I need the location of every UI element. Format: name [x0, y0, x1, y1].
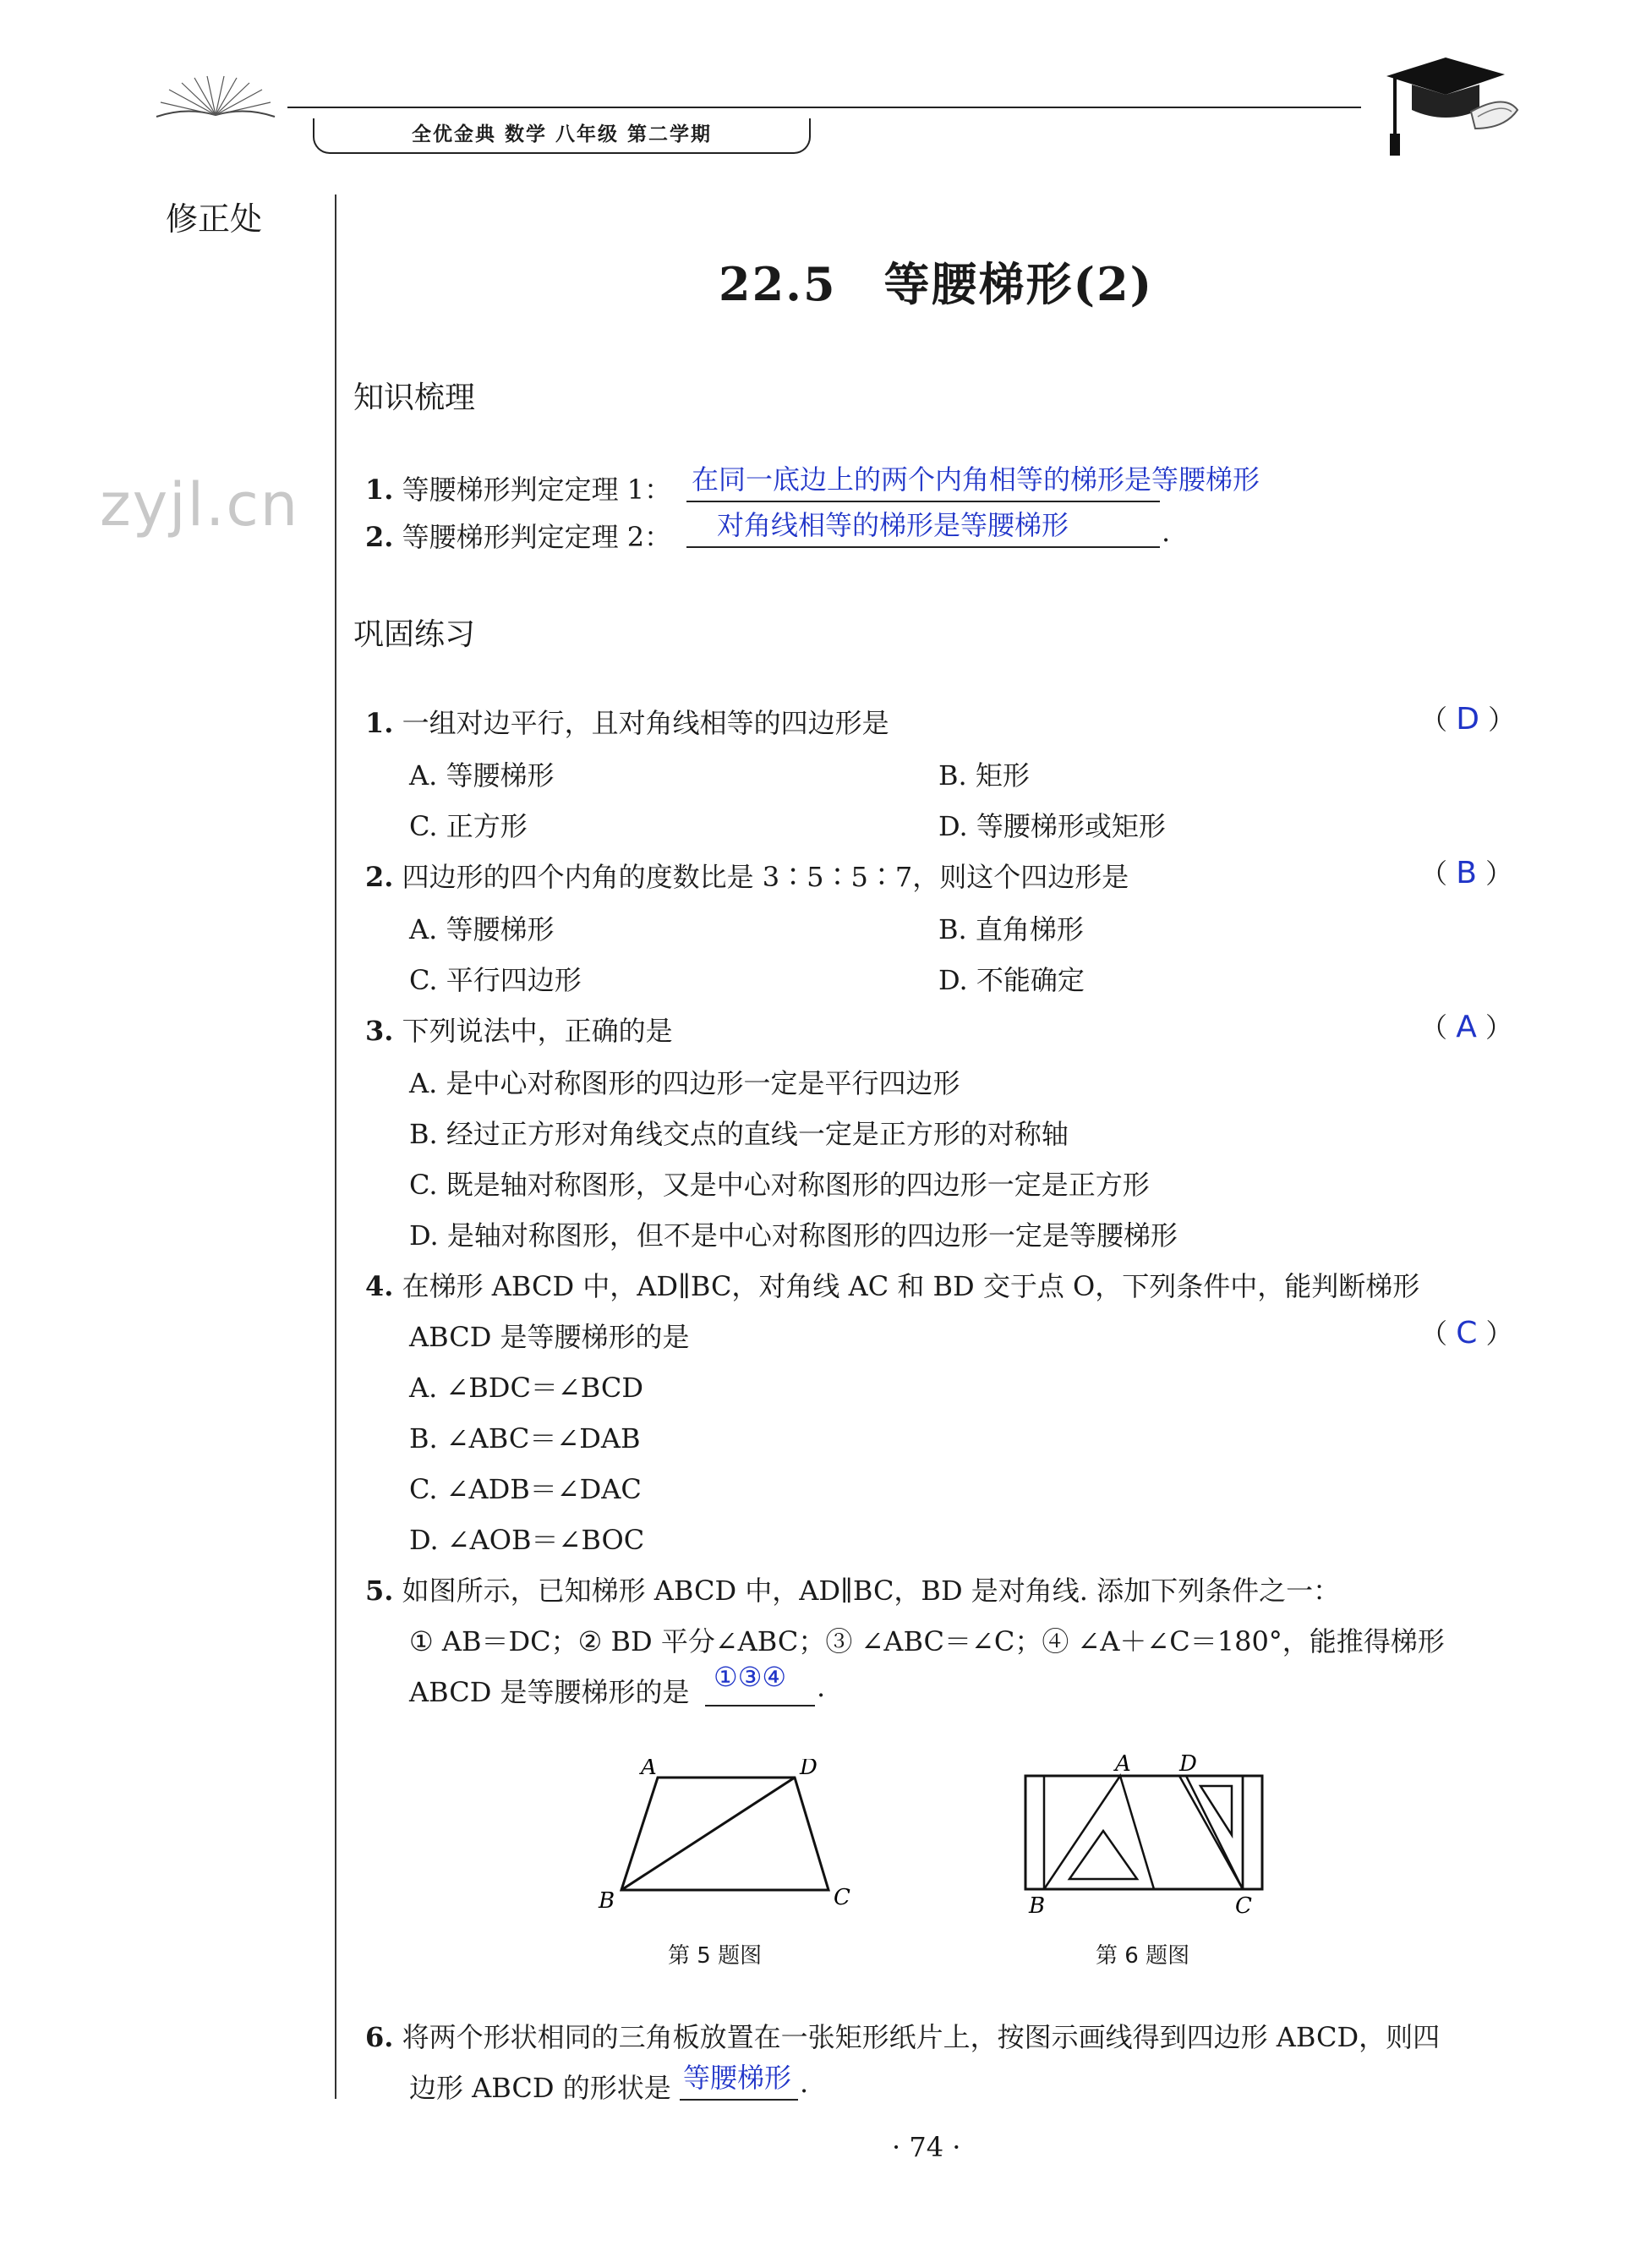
label-a: A [1115, 1751, 1131, 1777]
margin-divider [335, 194, 336, 2099]
question-1-option-b: B. 矩形 [938, 759, 1030, 792]
figure-6-rectangle-set-squares [1010, 1750, 1281, 1920]
question-3-option-b: B. 经过正方形对角线交点的直线一定是正方形的对称轴 [409, 1118, 1069, 1150]
question-1-option-a: A. 等腰梯形 [409, 759, 555, 792]
question-3-stem: 3. 下列说法中，正确的是 [365, 1015, 673, 1047]
question-5-conditions: ① AB＝DC；② BD 平分∠ABC；③ ∠ABC＝∠C；④ ∠A＋∠C＝180°，能推得梯形 [409, 1625, 1445, 1657]
question-5-blank [705, 1705, 815, 1706]
question-1-option-d: D. 等腰梯形或矩形 [938, 810, 1166, 842]
question-2-stem: 2. 四边形的四个内角的度数比是 3∶5∶5∶7，则这个四边形是 [365, 861, 1129, 893]
question-6-blank [680, 2099, 798, 2101]
question-4-option-c: C. ∠ADB＝∠DAC [409, 1473, 642, 1505]
figure-5-caption: 第 5 题图 [668, 1943, 763, 1969]
graduation-cap-icon [1378, 51, 1522, 161]
watermark: zyjl.cn [100, 470, 300, 540]
question-6-answer: 等腰梯形 [683, 2062, 792, 2094]
question-2-answer: （ B ） [1420, 856, 1513, 890]
question-2-option-b: B. 直角梯形 [938, 913, 1084, 945]
knowledge-answer-2: 对角线相等的梯形是等腰梯形 [717, 509, 1069, 541]
question-6-stem: 6. 将两个形状相同的三角板放置在一张矩形纸片上，按图示画线得到四边形 ABCD，则四 [365, 2021, 1441, 2053]
correction-label: 修正处 [166, 200, 263, 238]
paper-rectangle [1025, 1776, 1262, 1889]
question-1-option-c: C. 正方形 [409, 810, 528, 842]
knowledge-item-1: 1. 等腰梯形判定定理 1： [365, 474, 672, 506]
label-c: C [834, 1885, 850, 1910]
answer-blank-1 [686, 501, 1160, 502]
question-4-option-d: D. ∠AOB＝∠BOC [409, 1524, 645, 1556]
question-2-option-a: A. 等腰梯形 [409, 913, 555, 945]
question-5-stem: 5. 如图所示，已知梯形 ABCD 中，AD∥BC，BD 是对角线. 添加下列条件之一： [365, 1575, 1341, 1607]
figure-6-caption: 第 6 题图 [1096, 1943, 1190, 1969]
label-d: D [1179, 1751, 1197, 1777]
figure-5-trapezoid [583, 1759, 862, 1911]
question-4-stem-cont: ABCD 是等腰梯形的是 [409, 1321, 690, 1353]
label-b: B [1029, 1893, 1046, 1919]
header-rule [287, 107, 1361, 108]
section-heading-knowledge: 知识梳理 [353, 381, 476, 415]
trapezoid-abcd [621, 1778, 828, 1890]
knowledge-item-2: 2. 等腰梯形判定定理 2： [365, 521, 672, 553]
question-4-option-b: B. ∠ABC＝∠DAB [409, 1422, 641, 1454]
diagonal-bd [621, 1778, 795, 1890]
knowledge-answer-1: 在同一底边上的两个内角相等的梯形是等腰梯形 [692, 463, 1260, 496]
answer-blank-2 [686, 546, 1160, 548]
question-4-option-a: A. ∠BDC＝∠BCD [409, 1372, 643, 1404]
question-6-stem-cont: 边形 ABCD 的形状是 [409, 2072, 671, 2104]
question-5-answer: ①③④ [714, 1661, 787, 1693]
question-1-stem: 1. 一组对边平行，且对角线相等的四边形是 [365, 707, 889, 739]
question-3-answer: （ A ） [1420, 1010, 1513, 1044]
label-b: B [599, 1888, 615, 1911]
question-4-answer: （ C ） [1420, 1316, 1513, 1350]
question-3-option-d: D. 是轴对称图形，但不是中心对称图形的四边形一定是等腰梯形 [409, 1219, 1178, 1252]
question-3-option-c: C. 既是轴对称图形，又是中心对称图形的四边形一定是正方形 [409, 1169, 1150, 1201]
set-square-left [1044, 1776, 1154, 1889]
page-title: 22.5 等腰梯形(2) [719, 257, 1154, 311]
label-a: A [641, 1759, 657, 1780]
section-heading-practice: 巩固练习 [353, 617, 476, 652]
question-2-option-c: C. 平行四边形 [409, 964, 582, 996]
question-1-answer: （ D ） [1420, 702, 1516, 737]
page-number: · 74 · [892, 2131, 961, 2163]
label-c: C [1235, 1893, 1252, 1919]
label-d: D [800, 1759, 818, 1780]
question-5-stem-end: ABCD 是等腰梯形的是 [409, 1676, 690, 1708]
series-title: 全优金典 数学 八年级 第二学期 [313, 118, 811, 154]
open-book-icon [152, 73, 279, 123]
question-2-option-d: D. 不能确定 [938, 964, 1085, 996]
question-3-option-a: A. 是中心对称图形的四边形一定是平行四边形 [409, 1067, 960, 1099]
question-4-stem: 4. 在梯形 ABCD 中，AD∥BC，对角线 AC 和 BD 交于点 O，下列条件中，能判断梯形 [365, 1270, 1420, 1302]
